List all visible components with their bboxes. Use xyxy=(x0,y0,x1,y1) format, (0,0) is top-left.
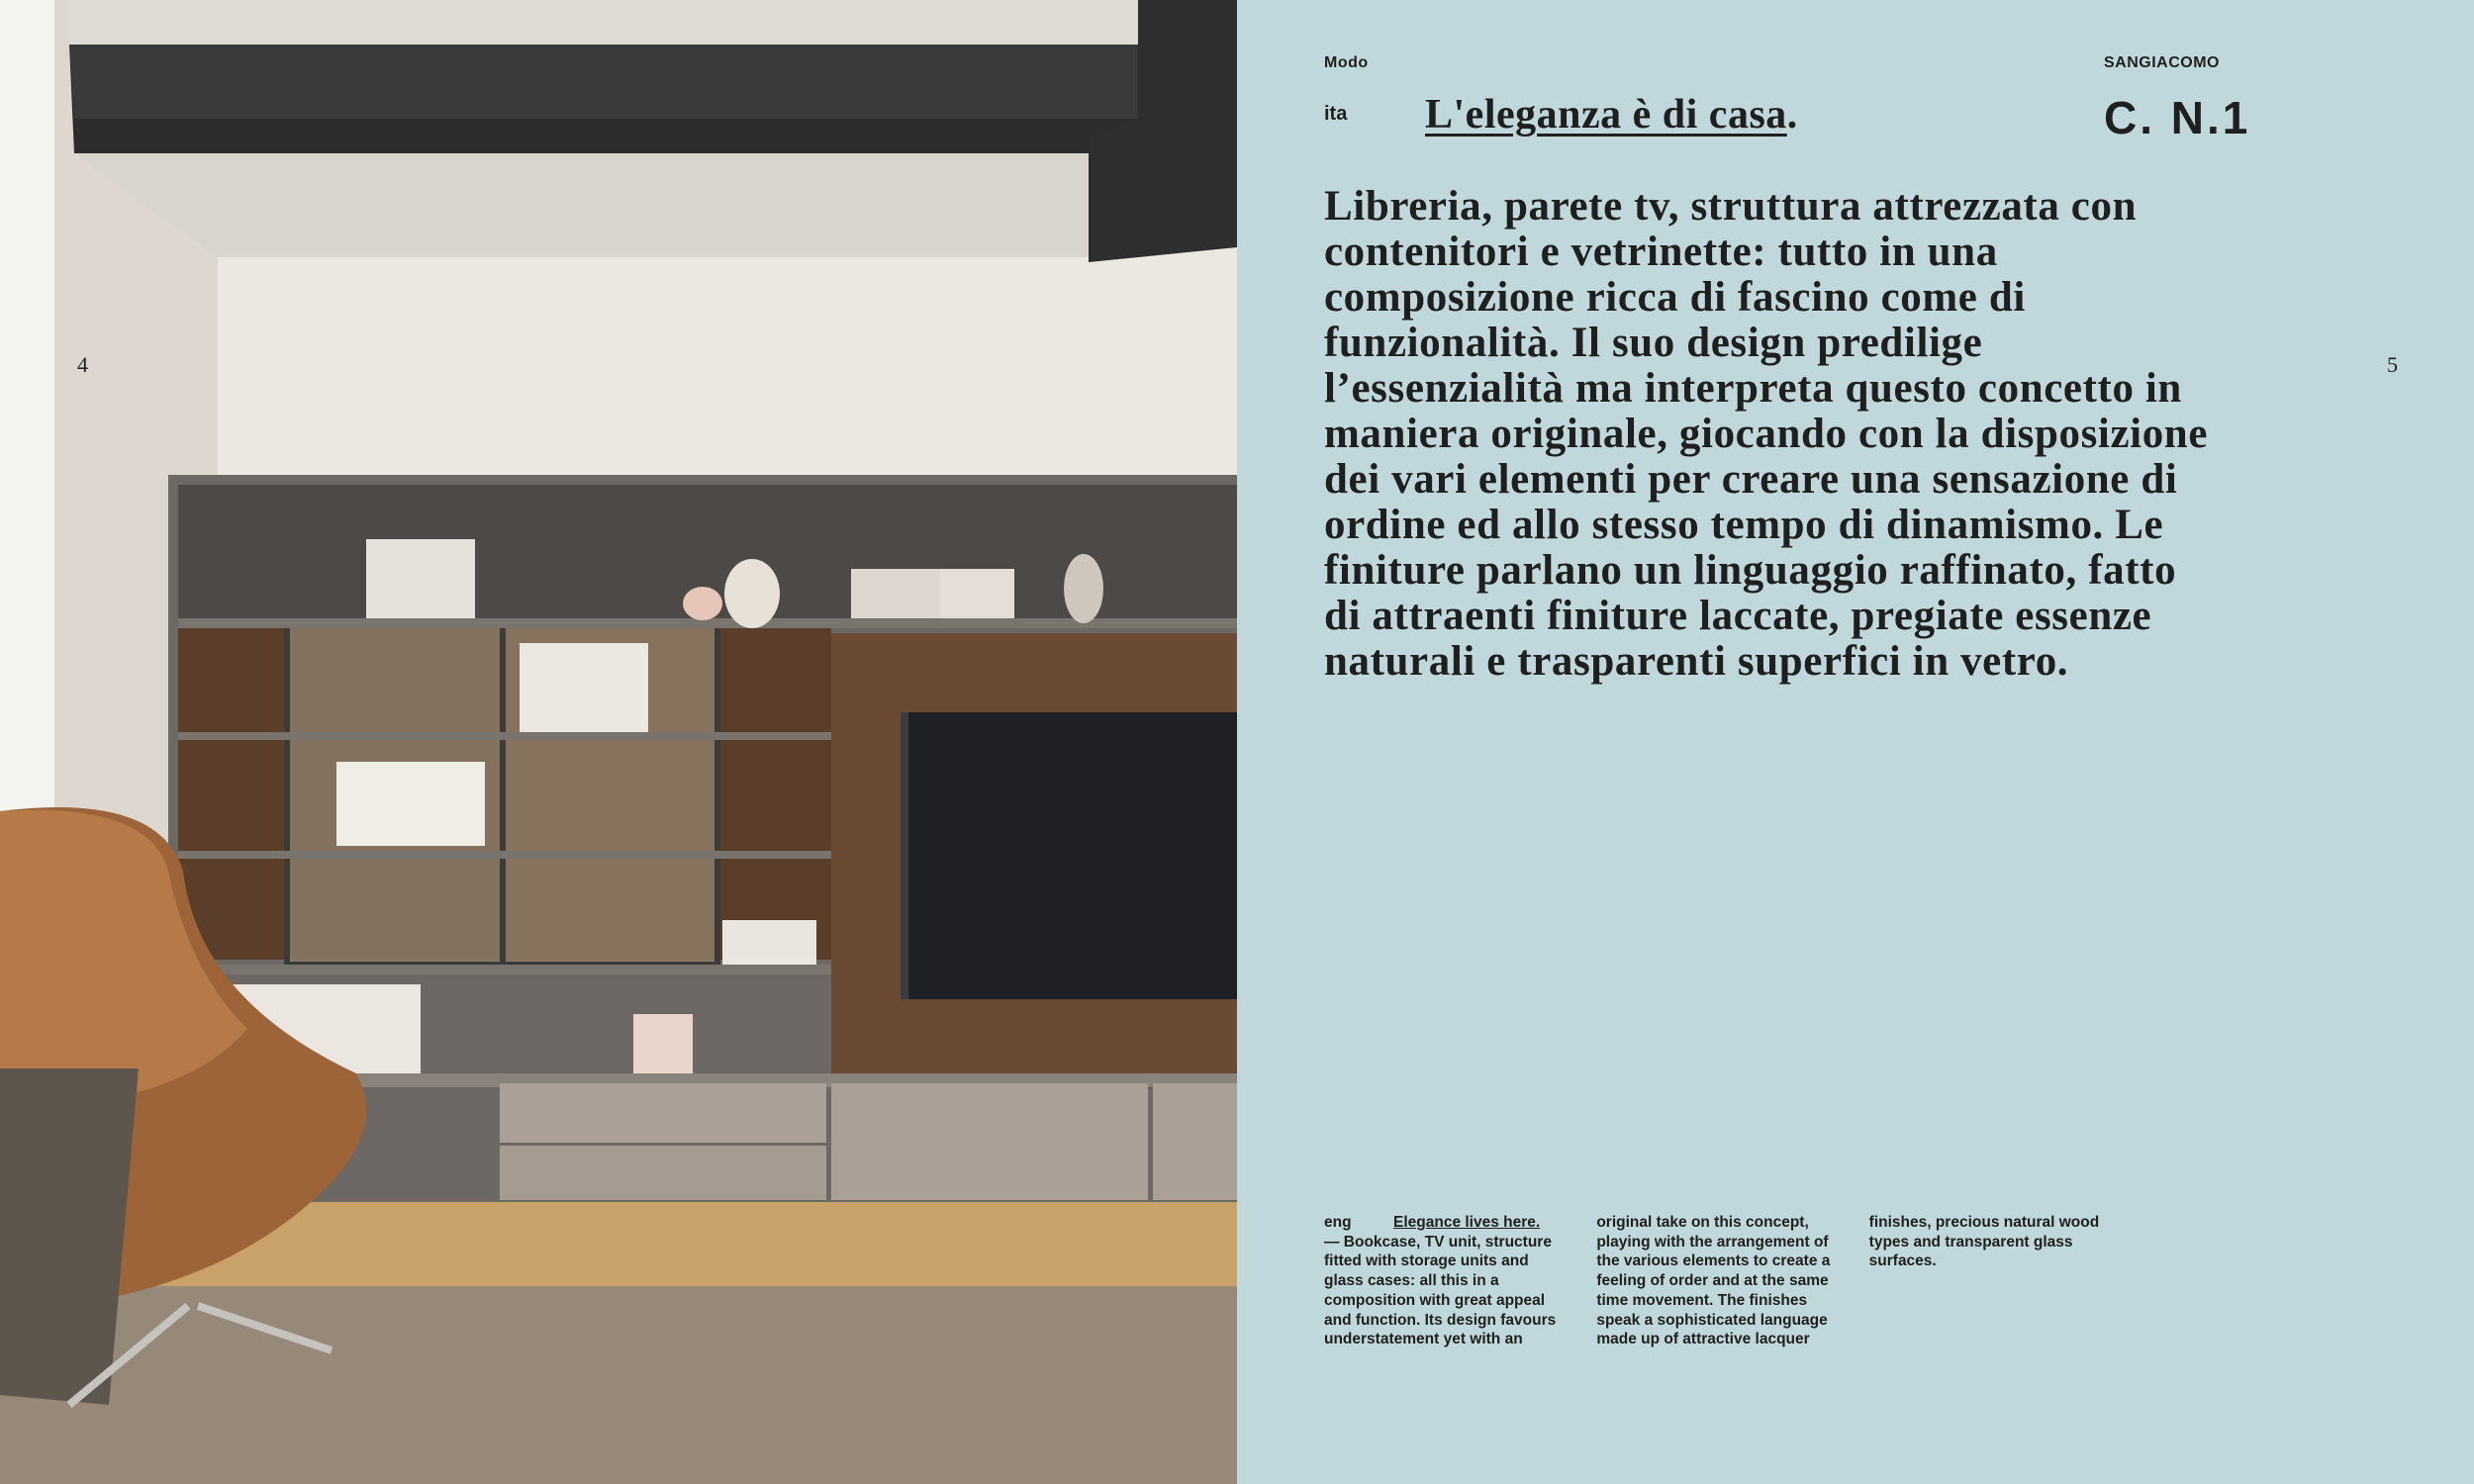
language-label-ita: ita xyxy=(1324,103,1348,125)
headline-eng: Elegance lives here. xyxy=(1393,1214,1541,1231)
headline-ita-text: L'eleganza è di casa xyxy=(1425,92,1787,138)
headline-ita xyxy=(1425,91,1798,139)
body-text-eng-block xyxy=(1324,1213,2116,1351)
page-number-left: 4 xyxy=(77,352,88,377)
headline-ita-punct: . xyxy=(1786,92,1798,138)
page-number-right: 5 xyxy=(2387,352,2398,377)
text-page xyxy=(1237,0,2474,1484)
body-text-eng: — Bookcase, TV unit, structure fitted with storage units and glass cases: all this in a composition with great appeal and function. Its design favours understatement yet with an original take on this concept, playing with the arrangement of the various elements to create a feeling of order and at the same time movement. The finishes speak a sophisticated language made up of attractive lacquer finishes, precious natural wood types and transparent glass surfaces. xyxy=(1324,1214,2100,1348)
body-text-ita: Libreria, parete tv, struttura attrezzata con contenitori e vetrinette: tutto in una composizione ricca di fascino come di funzionalità. Il suo design predilige l’essenzialità ma interpreta questo concetto in maniera originale, giocando con la disposizione dei vari elementi per creare una sensazione di ordine ed allo stesso tempo di dinamismo. Le finiture parlano un linguaggio raffinato, fatto di attraenti finiture laccate, pregiate essenze naturali e trasparenti superfici in vetro. xyxy=(1324,183,2209,685)
collection-code: C. N.1 xyxy=(2104,92,2251,143)
brand-label: SANGIACOMO xyxy=(2104,54,2220,71)
language-label-eng: eng xyxy=(1324,1214,1352,1231)
series-label: Modo xyxy=(1324,54,1369,71)
